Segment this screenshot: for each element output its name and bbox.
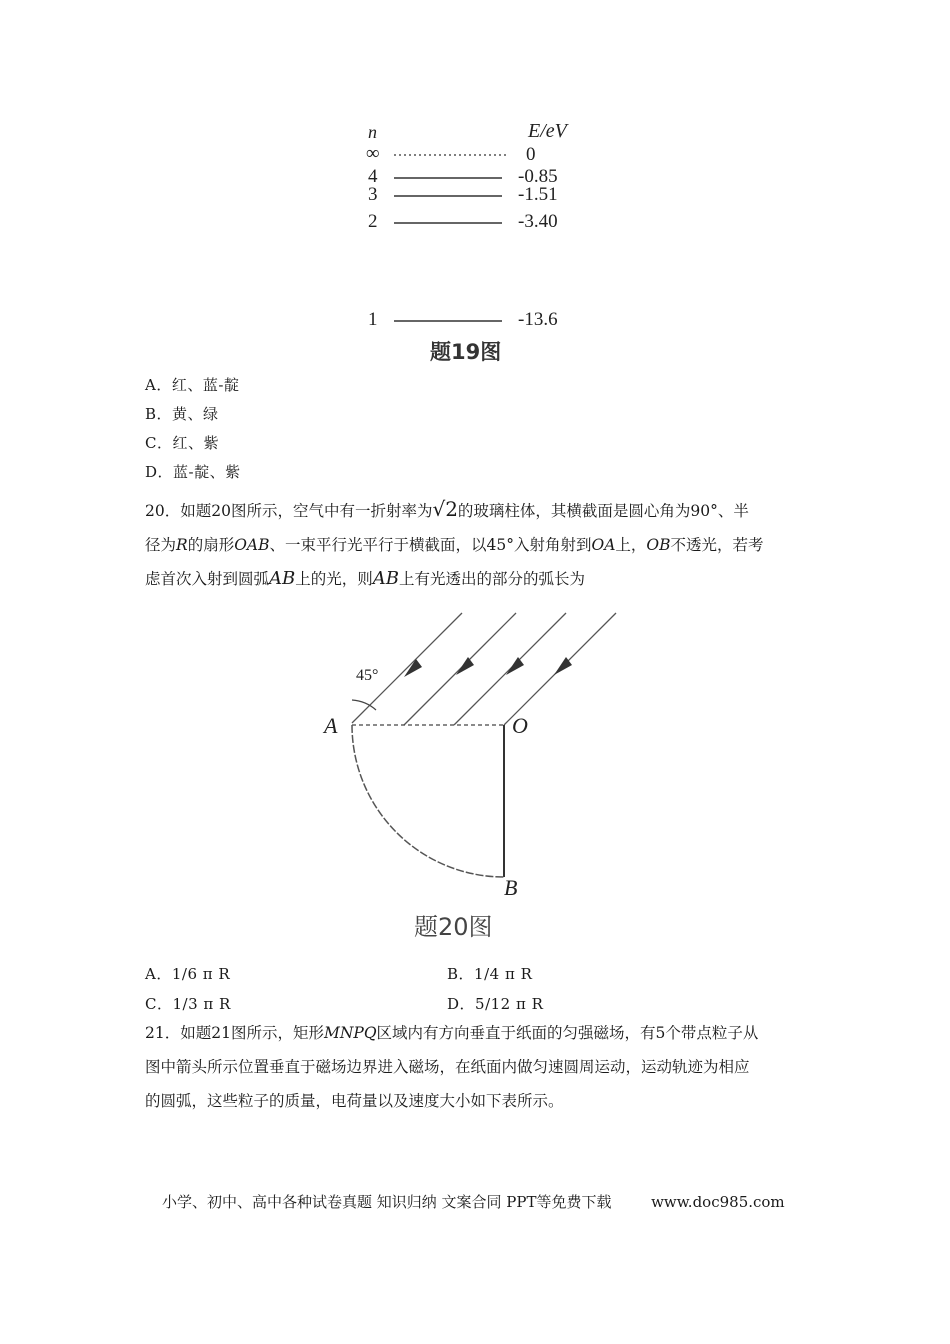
- var-oab: OAB: [234, 536, 270, 554]
- q20-text: 不透光，若考: [670, 536, 764, 554]
- q20-option-b: [447, 963, 532, 984]
- q19-option-d: [145, 461, 241, 482]
- arc-ab: AB: [269, 568, 296, 589]
- footer-url-link[interactable]: www.doc985.com: [651, 1193, 785, 1211]
- footer-text: 小学、初中、高中各种试卷真题 知识归纳 文案合同 PPT等免费下载: [162, 1193, 612, 1211]
- figure-19: [360, 118, 600, 368]
- q20-text: 上有光透出的部分的弧长为: [399, 570, 586, 588]
- arc-ab-curve: [352, 725, 504, 877]
- q20-option-c: [145, 993, 231, 1014]
- energy-level-diagram: [360, 118, 600, 368]
- q21-text: 区域内有方向垂直于纸面的匀强磁场，有5个带点粒子从: [376, 1024, 759, 1042]
- q21-line-3: [145, 1084, 815, 1118]
- q20-text: 上的光，则: [295, 570, 373, 588]
- level-n: 4: [368, 166, 378, 187]
- var-r: R: [176, 536, 188, 554]
- option-letter: D．: [447, 995, 476, 1013]
- q20-text: 虑首次入射到圆弧: [145, 570, 270, 588]
- q21-line-1: [145, 1016, 815, 1050]
- var-oa: OA: [591, 536, 616, 554]
- option-letter: C．: [145, 434, 173, 452]
- q21-text: 图中箭头所示位置垂直于磁场边界进入磁场，在纸面内做匀速圆周运动，运动轨迹为相应: [145, 1058, 750, 1076]
- q21-paragraph: [145, 1016, 815, 1118]
- q19-option-a: [145, 374, 239, 395]
- option-letter: D．: [145, 463, 174, 481]
- q20-line-3: [145, 562, 815, 596]
- q21-text: 的圆弧，这些粒子的质量，电荷量以及速度大小如下表所示。: [145, 1092, 564, 1110]
- option-text: 红、紫: [172, 434, 219, 452]
- var-mnpq: MNPQ: [323, 1024, 377, 1042]
- option-letter: B．: [145, 405, 173, 423]
- figure-20-caption: 题20图: [414, 913, 493, 941]
- q20-line-1: [145, 492, 815, 528]
- level-n: 2: [368, 211, 378, 232]
- figure-19-caption: 题19图: [430, 340, 502, 364]
- angle-arc: [352, 700, 376, 710]
- level-energy: 0: [526, 144, 536, 165]
- var-ob: OB: [646, 536, 671, 554]
- option-text: 红、蓝-靛: [171, 376, 240, 394]
- energy-header: E/eV: [528, 120, 567, 142]
- level-energy: -0.85: [518, 166, 558, 187]
- angle-label: 45°: [356, 667, 379, 684]
- q21-line-2: [145, 1050, 815, 1084]
- q20-option-d: [447, 993, 543, 1014]
- option-text: 1/6 π R: [171, 965, 231, 983]
- q20-line-2: [145, 528, 815, 562]
- sector-diagram: [318, 605, 638, 950]
- option-text: 5/12 π R: [475, 995, 544, 1013]
- figure-20: [318, 605, 638, 950]
- q20-text: 、一束平行光平行于横截面，以45°入射角射到: [269, 536, 592, 554]
- level-n: 3: [368, 184, 378, 205]
- sqrt-two: √2: [432, 497, 458, 521]
- ray-arrow: [506, 657, 524, 675]
- option-text: 黄、绿: [172, 405, 219, 423]
- ray-arrow: [456, 657, 474, 675]
- q20-text: 20．如题20图所示，空气中有一折射率为: [145, 502, 433, 520]
- option-text: 蓝-靛、紫: [173, 463, 241, 481]
- arc-ab: AB: [372, 568, 399, 589]
- q20-text: 的扇形: [187, 536, 235, 554]
- q19-option-b: [145, 403, 219, 424]
- option-text: 1/4 π R: [474, 965, 533, 983]
- q20-text: 上，: [615, 536, 647, 554]
- level-energy: -13.6: [518, 309, 558, 330]
- footer: [162, 1191, 785, 1212]
- level-n: 1: [368, 309, 378, 330]
- q20-paragraph: [145, 492, 815, 596]
- n-header: n: [368, 122, 377, 142]
- option-letter: A．: [145, 376, 172, 394]
- point-a: A: [324, 713, 338, 738]
- q20-text: 的玻璃柱体，其横截面是圆心角为90°、半: [457, 502, 749, 520]
- option-text: 1/3 π R: [172, 995, 231, 1013]
- point-b: B: [504, 875, 518, 900]
- point-o: O: [512, 713, 528, 738]
- q20-text: 径为: [145, 536, 177, 554]
- option-letter: C．: [145, 995, 173, 1013]
- option-letter: B．: [447, 965, 475, 983]
- q21-text: 21．如题21图所示，矩形: [145, 1024, 324, 1042]
- option-letter: A．: [145, 965, 172, 983]
- level-energy: -1.51: [518, 184, 558, 205]
- q20-option-a: [145, 963, 230, 984]
- level-n: ∞: [366, 143, 380, 164]
- q19-option-c: [145, 432, 219, 453]
- level-energy: -3.40: [518, 211, 558, 232]
